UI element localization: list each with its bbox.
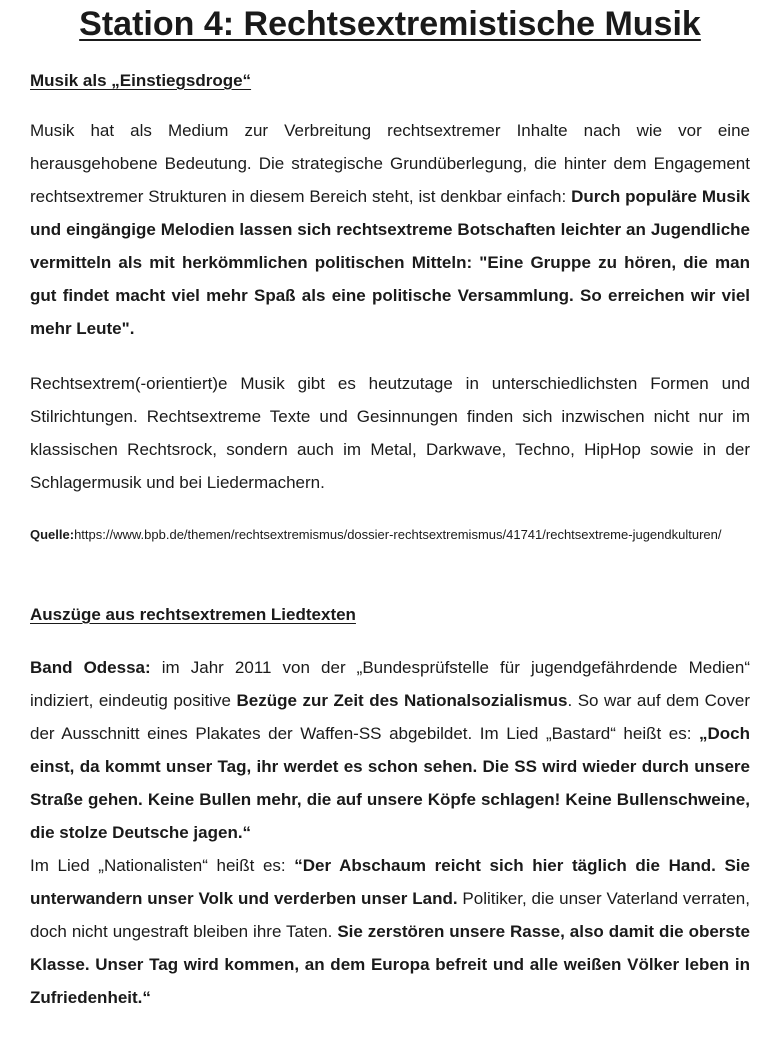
paragraph-styles: Rechtsextrem(-orientiert)e Musik gibt es heutzutage in unterschiedlichsten Formen und Stilrichtungen. Rechtsextreme Texte und Gesinnungen finden sich inzwischen nicht nur im klassischen Rechtsrock, sondern auch im Metal, Darkwave, Techno, HipHop sowie in der Schlagermusik und bei Liedermachern. [30, 374, 750, 492]
odessa-text-4: Politiker, die unser Vaterland verraten, doch nicht ungestraft bleiben ihre Taten. [30, 889, 750, 941]
paragraph-odessa [30, 651, 750, 1014]
paragraph-intro-bold: Durch populäre Musik und eingängige Melodien lassen sich rechtsextreme Botschaften leichter an Jugendliche vermitteln als mit herkömmlichen politischen Mitteln: "Eine Gruppe zu hören, die man gut findet macht viel mehr Spaß als eine politische Versammlung. So erreichen wir viel mehr Leute". [30, 187, 751, 338]
odessa-quote-nationalisten-1: “Der Abschaum reicht sich hier täglich die Hand. Sie unterwandern unser Volk und verderben unser Land. [30, 856, 750, 908]
odessa-quote-nationalisten-2: Sie zerstören unsere Rasse, also damit die oberste Klasse. Unser Tag wird kommen, an dem Europa befreit und alle weißen Völker leben in Zufriedenheit.“ [30, 922, 750, 1007]
source-label: Quelle: [30, 527, 75, 542]
source-link[interactable]: https://www.bpb.de/themen/rechtsextremismus/dossier-rechtsextremismus/41741/rechtsextreme-jugendkulturen/ [74, 527, 722, 542]
odessa-text-2: . So war auf dem Cover der Ausschnitt eines Plakates der Waffen-SS abgebildet. Im Lied „Bastard“ heißt es: [30, 691, 750, 743]
paragraph-intro [30, 114, 750, 345]
paragraph-intro-text: Musik hat als Medium zur Verbreitung rechtsextremer Inhalte nach wie vor eine herausgehobene Bedeutung. Die strategische Grundüberlegung, die hinter dem Engagement rechtsextremer Strukturen in diesem Bereich steht, ist denkbar einfach: [30, 121, 750, 206]
odessa-bold-1: Bezüge zur Zeit des Nationalsozialismus [236, 691, 568, 710]
odessa-text-3: Im Lied „Nationalisten“ heißt es: [30, 856, 295, 875]
section-heading-einstiegsdroge: Musik als „Einstiegsdroge“ [30, 71, 252, 90]
source-citation [30, 522, 750, 548]
section-heading-liedtexte: Auszüge aus rechtsextremen Liedtexten [30, 605, 356, 624]
odessa-quote-bastard: „Doch einst, da kommt unser Tag, ihr werdet es schon sehen. Die SS wird wieder durch unsere Straße gehen. Keine Bullen mehr, die auf unsere Köpfe schlagen! Keine Bullenschweine, die stolze Deutsche jagen.“ [30, 724, 750, 842]
odessa-text-1: im Jahr 2011 von der „Bundesprüfstelle für jugendgefährdende Medien“ indiziert, eindeutig positive [30, 658, 750, 710]
page-title-text: Station 4: Rechtsextremistische Musik [79, 5, 701, 43]
band-label: Band Odessa: [30, 658, 151, 677]
page-title [0, 2, 780, 46]
